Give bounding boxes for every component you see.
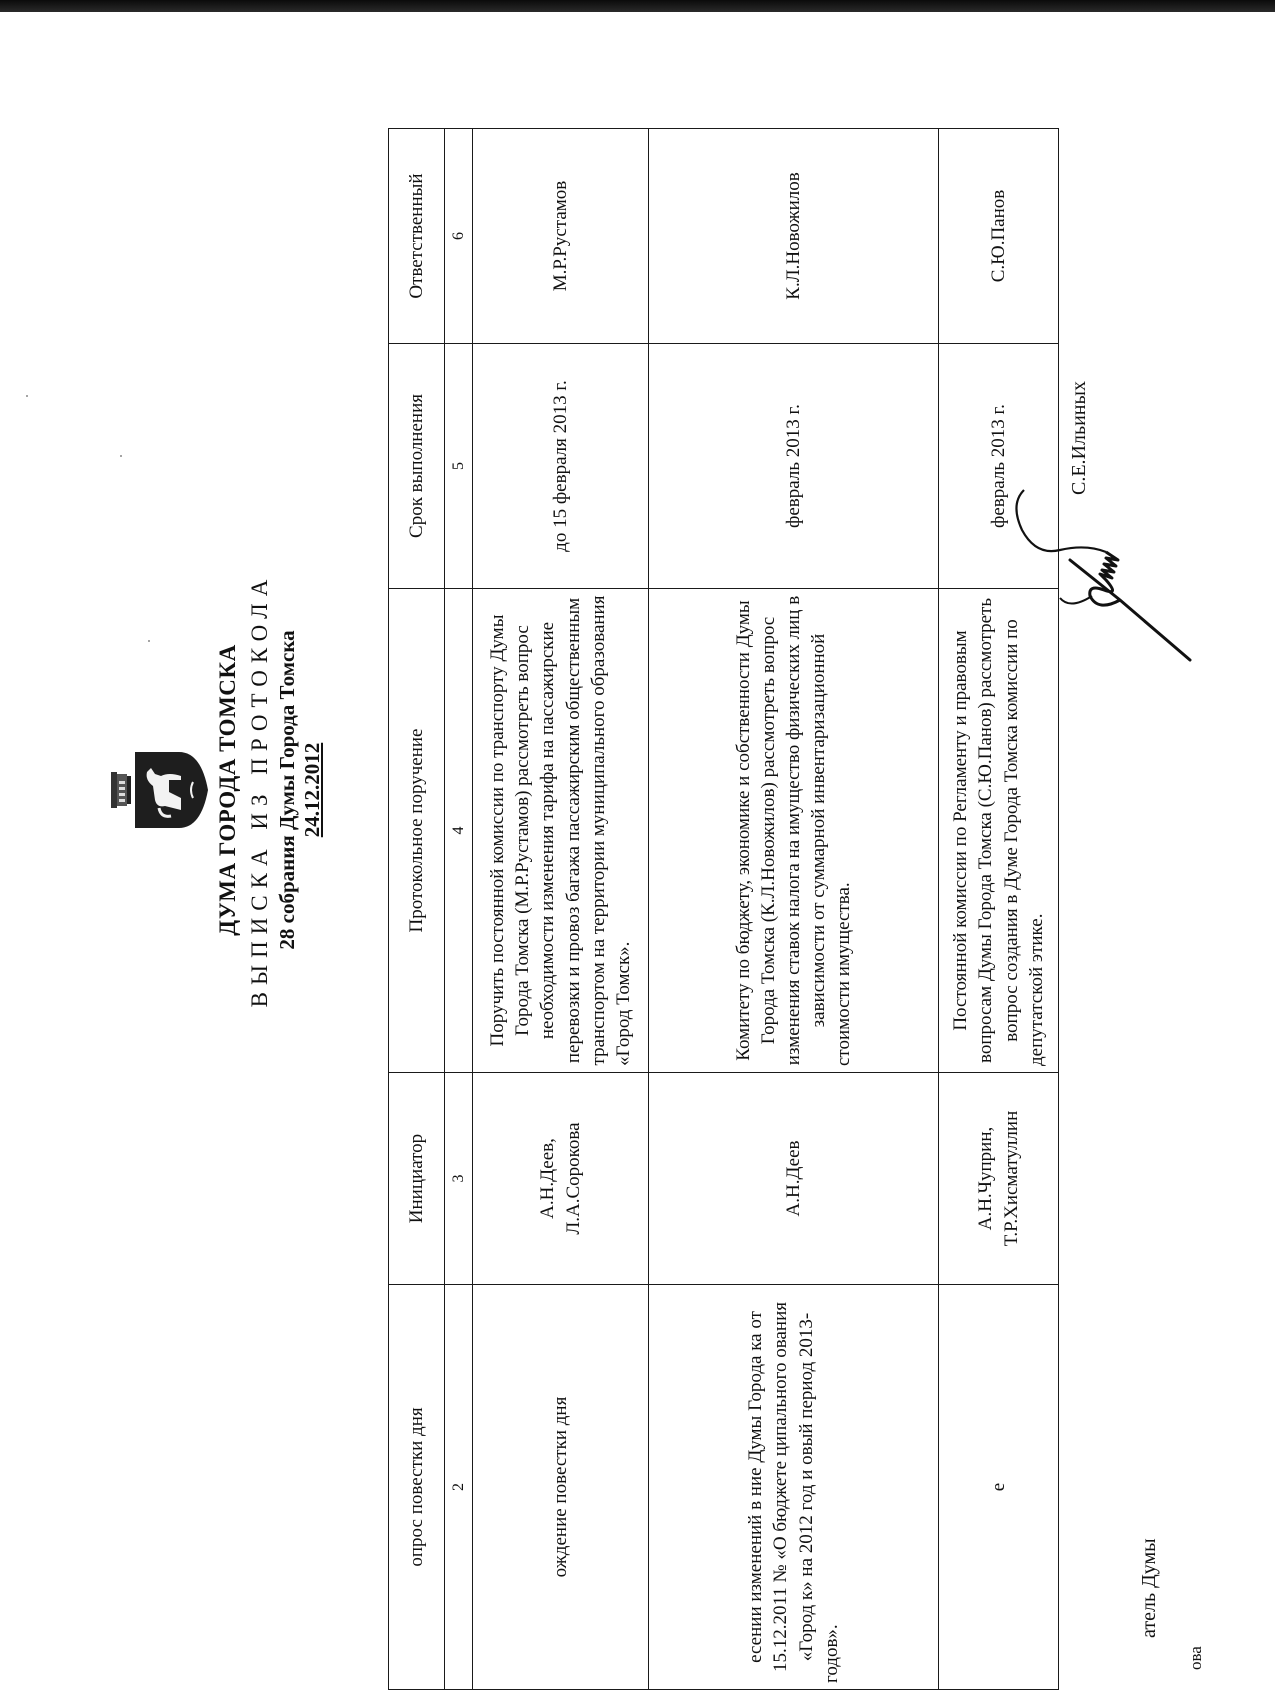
column-header-agenda: опрос повестки дня bbox=[389, 1285, 445, 1690]
tomsk-coat-of-arms-icon bbox=[109, 748, 209, 832]
handwritten-signature-icon bbox=[1000, 470, 1200, 670]
column-header-responsible: Ответственный bbox=[389, 129, 445, 344]
table-row bbox=[939, 129, 1059, 1690]
initiator-cell: А.Н.Чуприн, Т.Р.Хисматуллин bbox=[939, 1073, 1059, 1285]
responsible-cell: М.Р.Рустамов bbox=[473, 129, 649, 344]
column-number: 2 bbox=[445, 1285, 473, 1690]
table-row bbox=[473, 129, 649, 1690]
instruction-cell: Поручить постоянной комиссии по транспорту Думы Города Томска (М.Р.Рустамов) рассмотреть вопрос необходимости изменения тарифа на пассажирские перевозки и провоз багажа пассажирским общественным транспортом на территории муниципального образования «Город Томск». bbox=[473, 589, 649, 1073]
agenda-cell: есении изменений в ние Думы Города ка от 15.12.2011 № «О бюджете ципального ования «Город к» на 2012 год и овый период 2013- годов». bbox=[649, 1285, 939, 1690]
meeting-subtitle: 28 собрания Думы Города Томска bbox=[275, 630, 299, 950]
signatory-position-continued: ова bbox=[1186, 1646, 1205, 1670]
responsible-cell: К.Л.Новожилов bbox=[649, 129, 939, 344]
document-header bbox=[105, 530, 325, 1050]
organization-title: ДУМА ГОРОДА ТОМСКА bbox=[215, 644, 240, 936]
column-number: 6 bbox=[445, 129, 473, 344]
column-number: 4 bbox=[445, 589, 473, 1073]
column-number-row bbox=[445, 129, 473, 1690]
deadline-cell: февраль 2013 г. bbox=[649, 344, 939, 589]
agenda-cell: ождение повестки дня bbox=[473, 1285, 649, 1690]
signatory-position: атель Думы bbox=[1138, 1538, 1160, 1638]
instruction-cell: Комитету по бюджету, экономике и собственности Думы Города Томска (К.Л.Новожилов) рассмотреть вопрос изменения ставок налога на имущество физических лиц в зависимости от суммарной инвентаризационной стоимости имущества. bbox=[649, 589, 939, 1073]
table-header-row bbox=[389, 129, 445, 1690]
column-header-initiator: Инициатор bbox=[389, 1073, 445, 1285]
signer-name: С.Е.Ильиных bbox=[1068, 381, 1090, 495]
table-row bbox=[649, 129, 939, 1690]
column-number: 3 bbox=[445, 1073, 473, 1285]
instruction-cell: Постоянной комиссии по Регламенту и правовым вопросам Думы Города Томска (С.Ю.Панов) рассмотреть вопрос создания в Думе Города Томска комиссии по депутатской этике. bbox=[939, 589, 1059, 1073]
column-number: 5 bbox=[445, 344, 473, 589]
initiator-cell: А.Н.Деев, Л.А.Сорокова bbox=[473, 1073, 649, 1285]
protocol-table bbox=[388, 128, 1059, 1690]
meeting-date: 24.12.2012 bbox=[300, 742, 324, 838]
initiator-cell: А.Н.Деев bbox=[649, 1073, 939, 1285]
responsible-cell: С.Ю.Панов bbox=[939, 129, 1059, 344]
agenda-cell: е bbox=[939, 1285, 1059, 1690]
deadline-cell: февраль 2013 г. bbox=[939, 344, 1059, 589]
column-header-deadline: Срок выполнения bbox=[389, 344, 445, 589]
document-type-title: ВЫПИСКА ИЗ ПРОТОКОЛА bbox=[247, 572, 272, 1008]
deadline-cell: до 15 февраля 2013 г. bbox=[473, 344, 649, 589]
column-header-instruction: Протокольное поручение bbox=[389, 589, 445, 1073]
